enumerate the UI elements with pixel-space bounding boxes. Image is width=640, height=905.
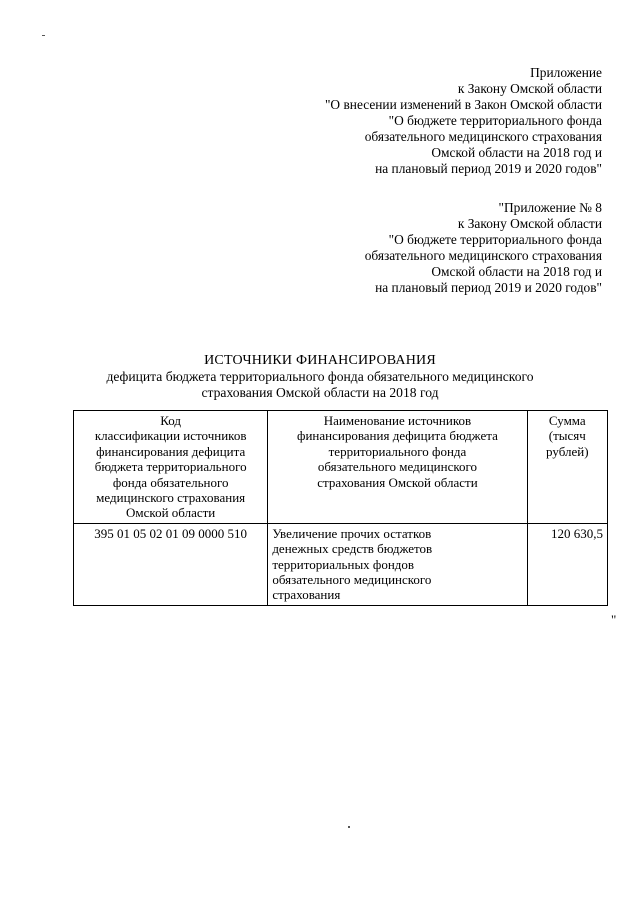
title-subtitle-line: дефицита бюджета территориального фонда обязательного медицинского [106, 369, 534, 384]
annex-line: к Закону Омской области [457, 81, 602, 96]
annex-line: к Закону Омской области [457, 216, 602, 231]
closing-quote: " [611, 612, 617, 627]
financing-sources-table [73, 410, 608, 606]
scan-speck [42, 35, 45, 36]
annex-line: на плановый период 2019 и 2020 годов" [375, 280, 602, 295]
annex-line: "О бюджете территориального фонда [388, 113, 602, 128]
table-row [74, 523, 608, 605]
header-code: Код классификации источников финансирования дефицита бюджета территориального фонда обязательного медицинского страхования Омской области [74, 411, 268, 524]
annex-line: "О внесении изменений в Закон Омской области [324, 97, 602, 112]
row-code: 395 01 05 02 01 09 0000 510 [74, 523, 268, 605]
annex-line: "Приложение № 8 [498, 200, 602, 215]
annex-line: обязательного медицинского страхования [364, 129, 602, 144]
annex-line: Приложение [530, 65, 602, 80]
scan-speck [348, 826, 350, 828]
title-main: ИСТОЧНИКИ ФИНАНСИРОВАНИЯ [204, 353, 436, 368]
annex-line: Омской области на 2018 год и [431, 145, 602, 160]
row-name: Увеличение прочих остатков денежных средств бюджетов территориальных фондов обязательного медицинского страхования [268, 523, 527, 605]
annex-line: "О бюджете территориального фонда [388, 232, 602, 247]
table-header-row [74, 411, 608, 524]
header-sum: Сумма (тысяч рублей) [527, 411, 607, 524]
title-subtitle-line: страхования Омской области на 2018 год [201, 385, 439, 400]
annex-header-original [365, 200, 602, 296]
annex-line: на плановый период 2019 и 2020 годов" [375, 161, 602, 176]
row-sum: 120 630,5 [527, 523, 607, 605]
annex-header-current [325, 65, 602, 177]
annex-line: обязательного медицинского страхования [364, 248, 602, 263]
annex-line: Омской области на 2018 год и [431, 264, 602, 279]
document-title [0, 353, 640, 401]
header-name: Наименование источников финансирования дефицита бюджета территориального фонда обязательного медицинского страхования Омской области [268, 411, 527, 524]
